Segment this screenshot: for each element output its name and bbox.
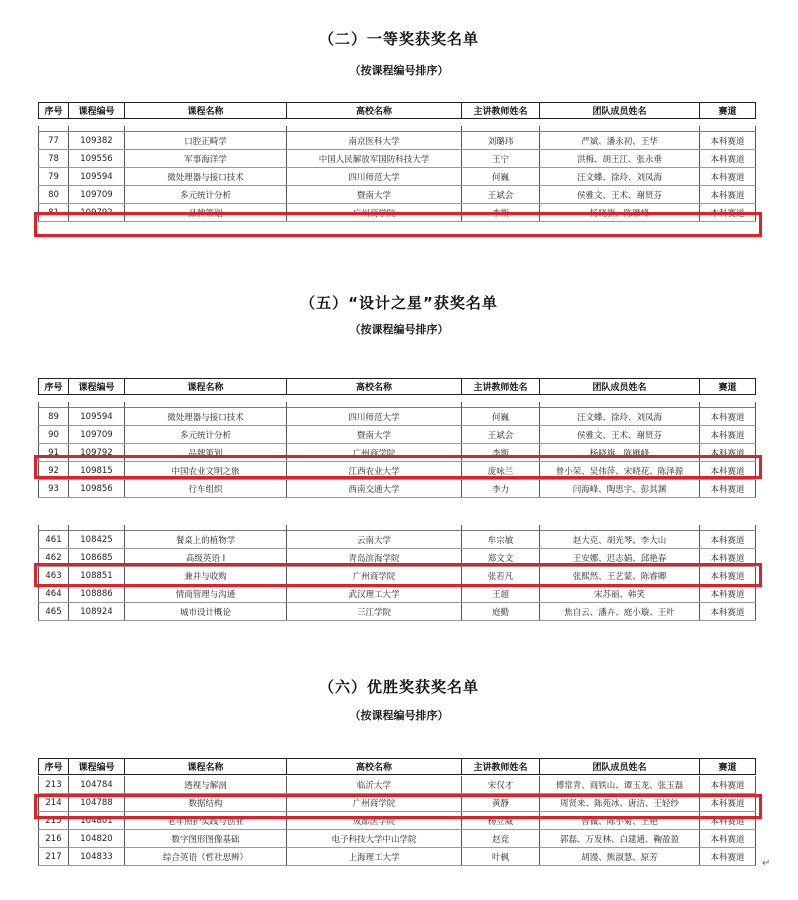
column-header: 序号 (39, 379, 69, 395)
table-cell: 78 (39, 150, 69, 168)
table-cell: 80 (39, 186, 69, 204)
table-cell: 宋仅才 (462, 776, 540, 794)
table-cell: 侯雅文、王术、谢贤芬 (540, 186, 700, 204)
table-cell: 张熙然、王艺蒙、陈睿卿 (540, 567, 700, 585)
table-cell: 本科赛道 (700, 776, 756, 794)
section-1-title: （二）一等奖获奖名单 (318, 30, 479, 48)
table-cell: 109709 (69, 426, 125, 444)
table-cell: 109815 (69, 462, 125, 480)
header-row (39, 379, 756, 395)
table-cell: 行车组织 (125, 480, 287, 498)
table-cell: 暨南大学 (287, 426, 462, 444)
column-header: 高校名称 (287, 103, 462, 119)
column-header: 赛道 (700, 759, 756, 775)
table-cell: 本科赛道 (700, 812, 756, 830)
highlight-row-81 (34, 212, 762, 237)
table-cell: 多元统计分析 (125, 186, 287, 204)
table-row (39, 585, 756, 603)
table-cell: 104801 (69, 812, 125, 830)
table-cell: 108851 (69, 567, 125, 585)
table-cell: 109709 (69, 186, 125, 204)
table-cell: 90 (39, 426, 69, 444)
table-cell: 四川师范大学 (287, 168, 462, 186)
table-cell: 91 (39, 444, 69, 462)
table-cell: 严斌、潘永初、王华 (540, 132, 700, 150)
section-2-title: （五）“设计之星”获奖名单 (300, 294, 498, 312)
table-cell: 叶枫 (462, 848, 540, 866)
table-cell: 电子科技大学中山学院 (287, 830, 462, 848)
column-header: 团队成员姓名 (540, 379, 700, 395)
table-cell: 108924 (69, 603, 125, 621)
table-cell: 李斯 (462, 444, 540, 462)
column-header: 主讲教师姓名 (462, 103, 540, 119)
table-cell: 本科赛道 (700, 186, 756, 204)
column-header: 课程编号 (69, 103, 125, 119)
highlight-row-214 (34, 794, 762, 819)
table-cell: 武汉理工大学 (287, 585, 462, 603)
column-header: 高校名称 (287, 379, 462, 395)
table-cell: 洪梅、胡王江、张永垂 (540, 150, 700, 168)
table-cell: 462 (39, 549, 69, 567)
table-row (39, 168, 756, 186)
table-cell: 胡漫、熊淑慧、原芳 (540, 848, 700, 866)
table-cell: 本科赛道 (700, 567, 756, 585)
table-cell: 本科赛道 (700, 585, 756, 603)
column-header: 序号 (39, 103, 69, 119)
table-cell: 109856 (69, 480, 125, 498)
section-2-table-a (38, 402, 756, 498)
table-cell: 461 (39, 531, 69, 549)
section-3-title: （六）优胜奖获奖名单 (318, 678, 479, 696)
column-header: 主讲教师姓名 (462, 379, 540, 395)
table-cell: 109556 (69, 150, 125, 168)
table-cell: 本科赛道 (700, 132, 756, 150)
table-row (39, 132, 756, 150)
table-row (39, 186, 756, 204)
table-cell: 本科赛道 (700, 830, 756, 848)
table-cell: 汪文蝶、徐玲、刘凤海 (540, 408, 700, 426)
table-cell: 临沂大学 (287, 776, 462, 794)
table-cell: 微处理器与接口技术 (125, 168, 287, 186)
table-cell: 广州商学院 (287, 794, 462, 812)
table-cell: 数据结构 (125, 794, 287, 812)
table-cell: 216 (39, 830, 69, 848)
column-header: 团队成员姓名 (540, 759, 700, 775)
table-row (39, 776, 756, 794)
table-cell: 中国人民解放军国防科技大学 (287, 150, 462, 168)
highlight-row-91 (34, 455, 762, 479)
table-cell: 餐桌上的植物学 (125, 531, 287, 549)
column-header: 高校名称 (287, 759, 462, 775)
table-cell: 中国农业文明之旅 (125, 462, 287, 480)
table-cell: 79 (39, 168, 69, 186)
table-cell: 本科赛道 (700, 531, 756, 549)
column-header: 赛道 (700, 103, 756, 119)
section-2-subtitle: （按课程编号排序） (349, 323, 449, 336)
table-cell: 杨晓旗、陈雁峰 (540, 444, 700, 462)
table-cell: 侯雅文、王术、谢贤芬 (540, 426, 700, 444)
table-cell: 品牌策划 (125, 444, 287, 462)
table-cell: 西南交通大学 (287, 480, 462, 498)
column-header: 课程名称 (125, 759, 287, 775)
table-cell: 104833 (69, 848, 125, 866)
table-cell: 109382 (69, 132, 125, 150)
column-header: 课程编号 (69, 379, 125, 395)
table-cell: 何巍 (462, 168, 540, 186)
table-cell: 黄静 (462, 794, 540, 812)
table-cell: 王超 (462, 585, 540, 603)
table-row (39, 408, 756, 426)
table-cell: 杨晓旗、陈雁峰 (540, 204, 700, 222)
table-cell: 215 (39, 812, 69, 830)
table-cell: 广州商学院 (287, 204, 462, 222)
table-cell: 王斌会 (462, 186, 540, 204)
column-header: 主讲教师姓名 (462, 759, 540, 775)
table-cell: 本科赛道 (700, 408, 756, 426)
table-cell: 104784 (69, 776, 125, 794)
section-1-table (38, 126, 756, 222)
table-cell: 军事海洋学 (125, 150, 287, 168)
table-row (39, 830, 756, 848)
table-cell: 本科赛道 (700, 462, 756, 480)
table-cell: 本科赛道 (700, 480, 756, 498)
table-cell: 焦自云、潘卉、庭小璇、王叶 (540, 603, 700, 621)
table-cell: 闫海峰、陶思宇、彭其渊 (540, 480, 700, 498)
table-cell: 214 (39, 794, 69, 812)
table-cell: 暨南大学 (287, 186, 462, 204)
table-cell: 王斌会 (462, 426, 540, 444)
table-cell: 109792 (69, 204, 125, 222)
table-cell: 情商管理与沟通 (125, 585, 287, 603)
table-cell: 109594 (69, 408, 125, 426)
table-cell: 老年照护实践与创业 (125, 812, 287, 830)
table-cell: 463 (39, 567, 69, 585)
table-cell: 杨立威 (462, 812, 540, 830)
table-cell: 郭磊、万发林、白建通、鞠盈盈 (540, 830, 700, 848)
table-row (39, 531, 756, 549)
table-cell: 王安娜、迟志娟、邱艳春 (540, 549, 700, 567)
table-cell: 465 (39, 603, 69, 621)
paragraph-return-mark: ↵ (762, 858, 771, 869)
table-cell: 南京医科大学 (287, 132, 462, 150)
table-cell: 109792 (69, 444, 125, 462)
table-cell: 数字图形图像基础 (125, 830, 287, 848)
table-cell: 品牌策划 (125, 204, 287, 222)
table-cell: 微处理器与接口技术 (125, 408, 287, 426)
table-cell: 213 (39, 776, 69, 794)
table-cell: 三江学院 (287, 603, 462, 621)
table-row (39, 480, 756, 498)
section-1-subtitle: （按课程编号排序） (349, 64, 449, 77)
table-cell: 本科赛道 (700, 549, 756, 567)
table-cell: 109594 (69, 168, 125, 186)
table-cell: 本科赛道 (700, 603, 756, 621)
table-cell: 多元统计分析 (125, 426, 287, 444)
section-3-header (38, 758, 756, 775)
section-1-header (38, 102, 756, 119)
table-cell: 本科赛道 (700, 444, 756, 462)
table-cell: 77 (39, 132, 69, 150)
column-header: 赛道 (700, 379, 756, 395)
table-cell: 本科赛道 (700, 794, 756, 812)
table-cell: 郑文文 (462, 549, 540, 567)
table-cell: 104788 (69, 794, 125, 812)
table-cell: 云南大学 (287, 531, 462, 549)
column-header: 课程名称 (125, 103, 287, 119)
table-cell: 兼并与收购 (125, 567, 287, 585)
section-3-table (38, 776, 756, 866)
table-cell: 92 (39, 462, 69, 480)
table-cell: 透视与解剖 (125, 776, 287, 794)
table-cell: 广州商学院 (287, 567, 462, 585)
table-cell: 周贤来、陈苑冰、唐洁、王轻纱 (540, 794, 700, 812)
table-cell: 81 (39, 204, 69, 222)
table-cell: 宋苏丽、韩笑 (540, 585, 700, 603)
column-header: 课程名称 (125, 379, 287, 395)
table-row (39, 426, 756, 444)
table-cell: 464 (39, 585, 69, 603)
table-cell: 上海理工大学 (287, 848, 462, 866)
table-cell: 汪文蝶、徐玲、刘凤海 (540, 168, 700, 186)
table-cell: 曾薇、陈小菊、王艳 (540, 812, 700, 830)
table-cell: 江西农业大学 (287, 462, 462, 480)
table-cell: 口腔正畸学 (125, 132, 287, 150)
column-header: 课程编号 (69, 759, 125, 775)
table-cell: 本科赛道 (700, 426, 756, 444)
table-cell: 本科赛道 (700, 168, 756, 186)
table-cell: 四川师范大学 (287, 408, 462, 426)
table-cell: 曾小荣、吴伟萍、宋晓花、陈泽源 (540, 462, 700, 480)
table-cell: 牟宗敏 (462, 531, 540, 549)
column-header: 团队成员姓名 (540, 103, 700, 119)
table-cell: 张若凡 (462, 567, 540, 585)
table-cell: 王宁 (462, 150, 540, 168)
table-cell: 李斯 (462, 204, 540, 222)
table-cell: 104820 (69, 830, 125, 848)
table-cell: 庞咏兰 (462, 462, 540, 480)
table-cell: 108685 (69, 549, 125, 567)
table-cell: 本科赛道 (700, 150, 756, 168)
table-cell: 广州商学院 (287, 444, 462, 462)
table-cell: 217 (39, 848, 69, 866)
table-cell: 108886 (69, 585, 125, 603)
section-2-header (38, 378, 756, 395)
table-cell: 高级英语 I (125, 549, 287, 567)
table-cell: 成都医学院 (287, 812, 462, 830)
table-cell: 本科赛道 (700, 848, 756, 866)
table-cell: 综合英语（哲社思辨） (125, 848, 287, 866)
table-cell: 刘璐玮 (462, 132, 540, 150)
table-cell: 89 (39, 408, 69, 426)
table-cell: 何巍 (462, 408, 540, 426)
table-row (39, 848, 756, 866)
table-cell: 城市设计概论 (125, 603, 287, 621)
section-3-subtitle: （按课程编号排序） (349, 709, 449, 722)
table-cell: 庭勤 (462, 603, 540, 621)
column-header: 序号 (39, 759, 69, 775)
table-cell: 赵大克、胡光琴、李大山 (540, 531, 700, 549)
table-cell: 赵竞 (462, 830, 540, 848)
table-row (39, 150, 756, 168)
highlight-row-463 (34, 563, 762, 587)
table-cell: 青岛滨海学院 (287, 549, 462, 567)
table-cell: 93 (39, 480, 69, 498)
table-cell: 本科赛道 (700, 204, 756, 222)
table-cell: 108425 (69, 531, 125, 549)
header-row (39, 103, 756, 119)
table-cell: 傅常青、商铁山、谭玉龙、张玉磊 (540, 776, 700, 794)
table-cell: 李力 (462, 480, 540, 498)
header-row (39, 759, 756, 775)
table-row (39, 603, 756, 621)
